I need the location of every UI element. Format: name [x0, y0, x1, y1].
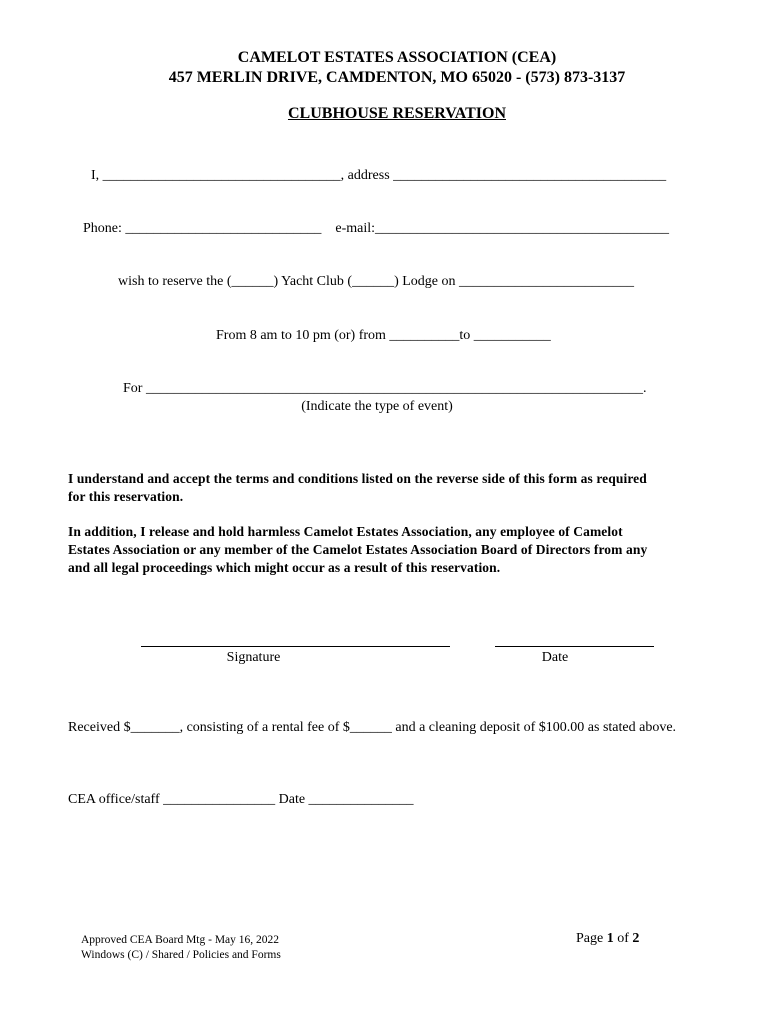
footer-path: Windows (C) / Shared / Policies and Forms — [81, 949, 281, 961]
terms-p2-l3: and all legal proceedings which might occur as a result of this reservation. — [68, 560, 501, 575]
date-line[interactable] — [495, 646, 654, 647]
terms-p1-l2: for this reservation. — [68, 489, 184, 504]
page-mid: of — [613, 931, 633, 946]
footer-approved: Approved CEA Board Mtg - May 16, 2022 — [81, 934, 280, 946]
organization-name: CAMELOT ESTATES ASSOCIATION (CEA) — [237, 49, 557, 66]
date-label: Date — [541, 650, 569, 665]
time-line[interactable]: From 8 am to 10 pm (or) from __________to ___________ — [216, 328, 551, 343]
form-title: CLUBHOUSE RESERVATION — [287, 105, 506, 122]
reserve-line[interactable]: wish to reserve the (______) Yacht Club (______) Lodge on _________________________ — [118, 274, 635, 289]
page-current: 1 — [606, 931, 614, 946]
signature-label: Signature — [226, 650, 281, 665]
organization-address: 457 MERLIN DRIVE, CAMDENTON, MO 65020 - (573) 873-3137 — [168, 69, 626, 86]
event-hint: (Indicate the type of event) — [301, 399, 453, 414]
received-line[interactable]: Received $_______, consisting of a rental fee of $______ and a cleaning deposit of $100.00 as stated above. — [68, 720, 677, 735]
terms-p2-l2: Estates Association or any member of the Camelot Estates Association Board of Directors from any — [68, 542, 648, 557]
event-line[interactable]: For _______________________________________________________________________. — [123, 381, 647, 396]
phone-email-line[interactable]: Phone: ____________________________ e-mail:__________________________________________ — [83, 221, 670, 236]
terms-p1-l1: I understand and accept the terms and conditions listed on the reverse side of this form as required — [68, 471, 647, 486]
name-address-line[interactable]: I, __________________________________, address _______________________________________ — [91, 168, 667, 183]
page-prefix: Page — [576, 931, 607, 946]
page-total: 2 — [632, 931, 640, 946]
staff-line[interactable]: CEA office/staff ________________ Date _______________ — [68, 792, 414, 807]
signature-line[interactable] — [141, 646, 450, 647]
terms-p2-l1: In addition, I release and hold harmless Camelot Estates Association, any employee of Camelot — [68, 524, 623, 539]
page-number — [576, 931, 639, 947]
